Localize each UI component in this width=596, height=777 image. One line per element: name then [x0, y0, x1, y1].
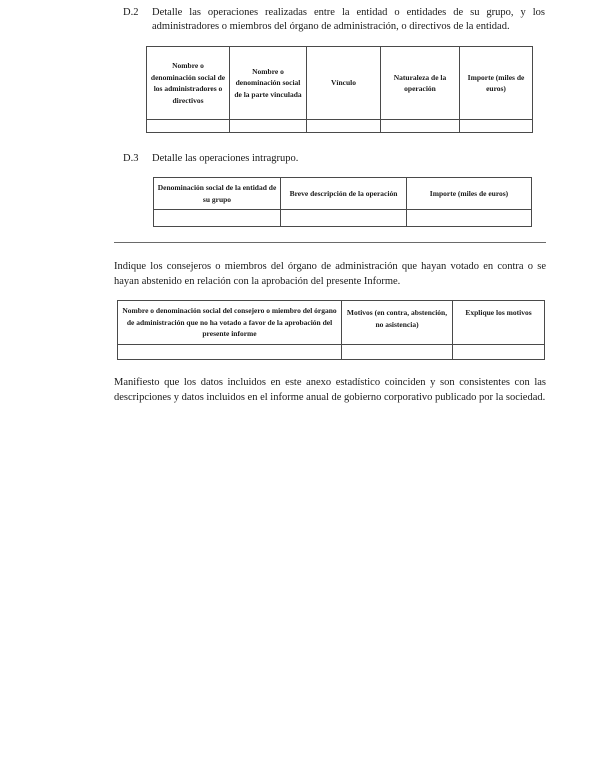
closing-paragraph: Manifiesto que los datos incluidos en este anexo estadístico coinciden y son consistentes con las descripciones y datos incluidos en el informe anual de gobierno corporativo publicado por la sociedad.	[114, 377, 546, 403]
votes-header-motivos: Motivos (en contra, abstención, no asistencia)	[342, 301, 453, 345]
table-cell[interactable]	[118, 345, 342, 360]
d2-header-parte-vinculada: Nombre o denominación social de la parte vinculada	[230, 47, 307, 120]
votes-header-explique: Explique los motivos	[453, 301, 545, 345]
d2-header-administradores: Nombre o denominación social de los administradores o directivos	[147, 47, 230, 120]
d2-table-header-row	[147, 47, 533, 120]
table-cell[interactable]	[342, 345, 453, 360]
d2-table	[146, 46, 533, 133]
d3-header-descripcion: Breve descripción de la operación	[281, 178, 407, 210]
d3-table-row	[154, 210, 532, 227]
table-cell[interactable]	[381, 120, 460, 133]
table-cell[interactable]	[460, 120, 533, 133]
table-cell[interactable]	[307, 120, 381, 133]
table-cell[interactable]	[154, 210, 281, 227]
d2-header-importe: Importe (miles de euros)	[460, 47, 533, 120]
d3-header-importe: Importe (miles de euros)	[407, 178, 532, 210]
table-cell[interactable]	[147, 120, 230, 133]
d3-header-entidad: Denominación social de la entidad de su grupo	[154, 178, 281, 210]
table-cell[interactable]	[407, 210, 532, 227]
section-d2-text: Detalle las operaciones realizadas entre la entidad o entidades de su grupo, y los administradores o miembros del órgano de administración, o directivos de la entidad.	[152, 7, 545, 32]
d3-table-header-row	[154, 178, 532, 210]
table-cell[interactable]	[281, 210, 407, 227]
section-d3-text: Detalle las operaciones intragrupo.	[152, 153, 299, 164]
d2-header-vinculo: Vínculo	[307, 47, 381, 120]
votes-table-header-row	[118, 301, 545, 345]
d2-header-naturaleza: Naturaleza de la operación	[381, 47, 460, 120]
votes-paragraph: Indique los consejeros o miembros del órgano de administración que hayan votado en contra o se hayan abstenido en relación con la aprobación del presente Informe.	[114, 261, 546, 287]
table-cell[interactable]	[230, 120, 307, 133]
d2-table-row	[147, 120, 533, 133]
section-d2-number: D.2	[123, 7, 139, 18]
section-d3-number: D.3	[123, 153, 139, 164]
votes-table	[117, 300, 545, 360]
votes-table-row	[118, 345, 545, 360]
table-cell[interactable]	[453, 345, 545, 360]
d3-table	[153, 177, 532, 227]
votes-header-consejero: Nombre o denominación social del consejero o miembro del órgano de administración que no ha votado a favor de la aprobación del presente informe	[118, 301, 342, 345]
section-divider	[114, 242, 546, 243]
